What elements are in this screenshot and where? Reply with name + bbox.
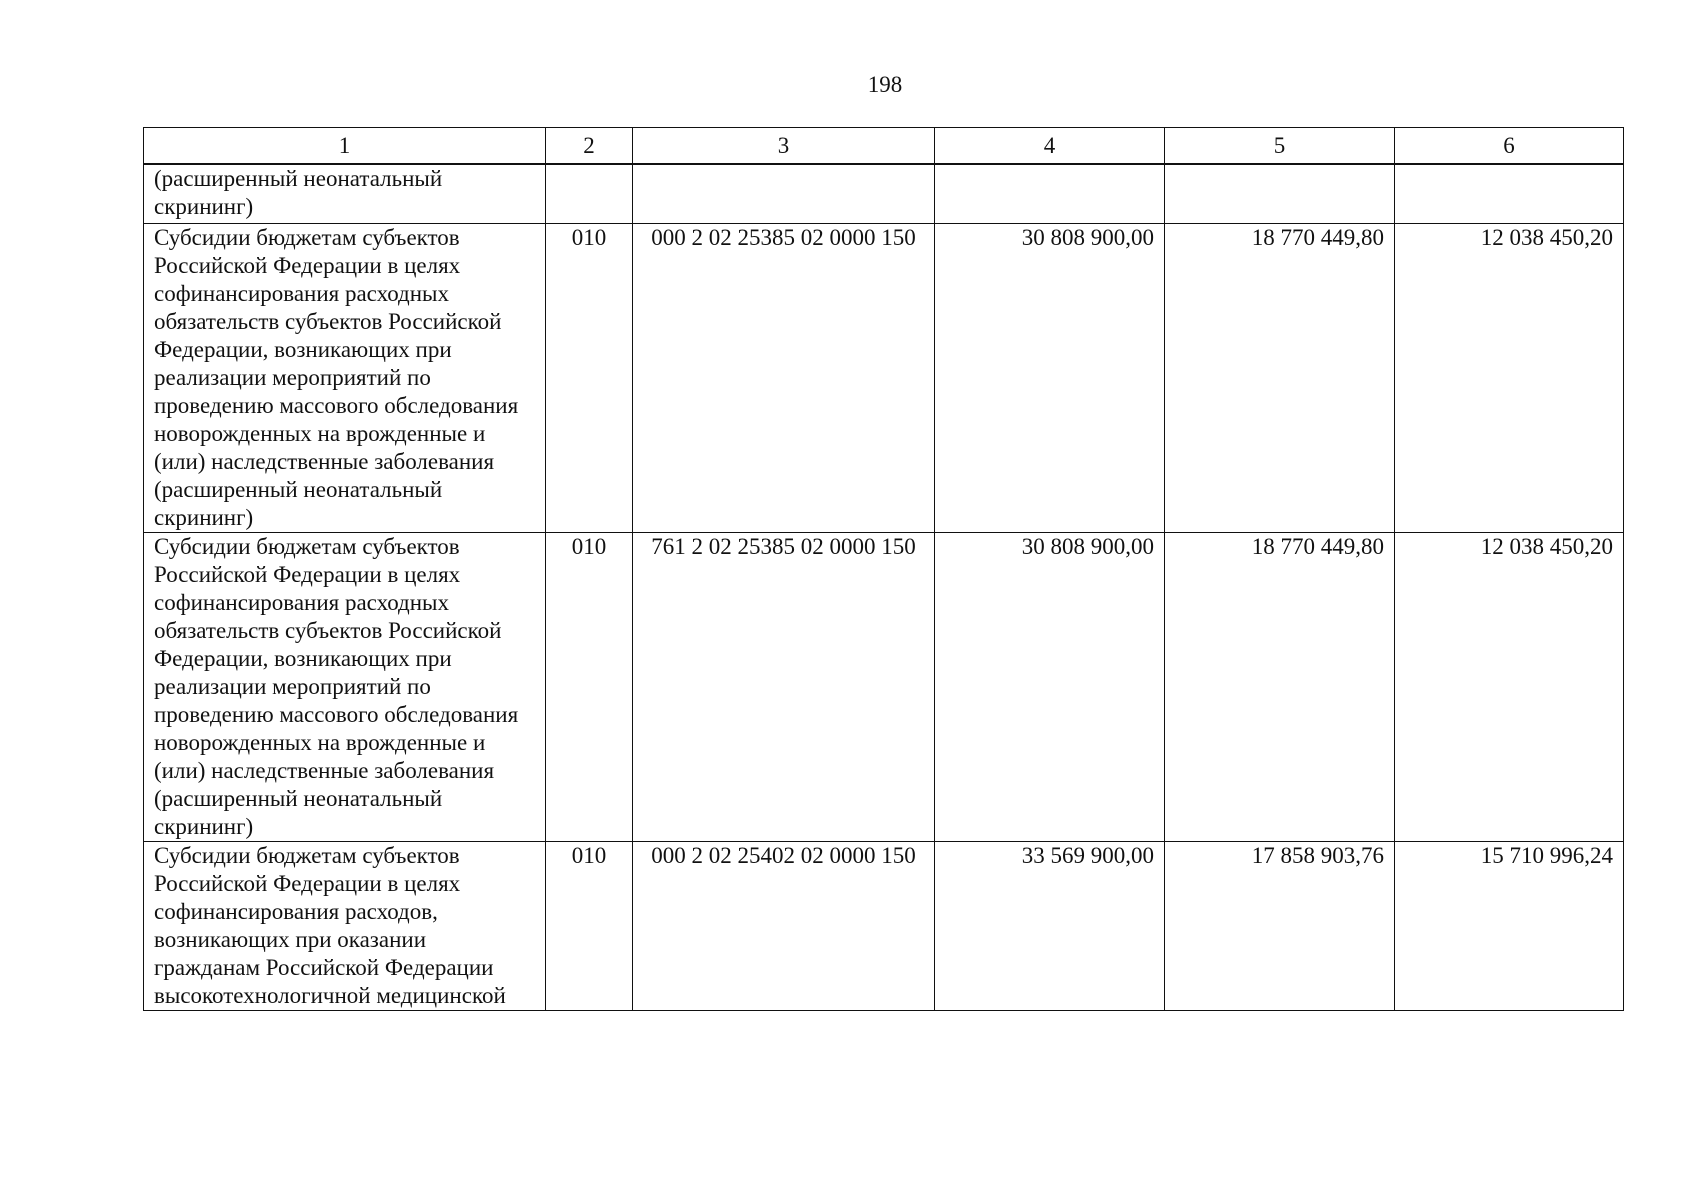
column-header: 1 <box>144 128 546 165</box>
row-kbk-cell: 000 2 02 25385 02 0000 150 <box>633 224 935 533</box>
row-name-cell: Субсидии бюджетам субъектов Российской Федерации в целях софинансирования расходных обязательств субъектов Российской Федерации, возникающих при реализации мероприятий по проведению массового обследования новорожденных на врожденные и (или) наследственные заболевания (расширенный неонатальный скрининг) <box>144 533 546 842</box>
table-row <box>144 842 1624 1011</box>
row-name-cell: Субсидии бюджетам субъектов Российской Федерации в целях софинансирования расходных обязательств субъектов Российской Федерации, возникающих при реализации мероприятий по проведению массового обследования новорожденных на врожденные и (или) наследственные заболевания (расширенный неонатальный скрининг) <box>144 224 546 533</box>
column-header: 6 <box>1395 128 1624 165</box>
row-code-cell: 010 <box>546 842 633 1011</box>
row-value4-cell: 30 808 900,00 <box>935 224 1165 533</box>
column-header: 2 <box>546 128 633 165</box>
row-name-cell: Субсидии бюджетам субъектов Российской Федерации в целях софинансирования расходов, возникающих при оказании гражданам Российской Федерации высокотехнологичной медицинской <box>144 842 546 1011</box>
row-code-cell <box>546 164 633 224</box>
row-value4-cell <box>935 164 1165 224</box>
row-value6-cell: 12 038 450,20 <box>1395 533 1624 842</box>
row-value6-cell <box>1395 164 1624 224</box>
row-kbk-cell: 000 2 02 25402 02 0000 150 <box>633 842 935 1011</box>
row-value5-cell: 17 858 903,76 <box>1165 842 1395 1011</box>
table-row <box>144 164 1624 224</box>
column-header: 3 <box>633 128 935 165</box>
row-value4-cell: 30 808 900,00 <box>935 533 1165 842</box>
table-row <box>144 224 1624 533</box>
row-value5-cell: 18 770 449,80 <box>1165 533 1395 842</box>
row-code-cell: 010 <box>546 533 633 842</box>
row-value5-cell: 18 770 449,80 <box>1165 224 1395 533</box>
budget-table <box>143 127 1624 1011</box>
row-value6-cell: 12 038 450,20 <box>1395 224 1624 533</box>
row-code-cell: 010 <box>546 224 633 533</box>
page-number: 198 <box>867 72 903 97</box>
row-kbk-cell <box>633 164 935 224</box>
table-header-row <box>144 128 1624 165</box>
row-value5-cell <box>1165 164 1395 224</box>
row-kbk-cell: 761 2 02 25385 02 0000 150 <box>633 533 935 842</box>
column-header: 4 <box>935 128 1165 165</box>
column-header: 5 <box>1165 128 1395 165</box>
table-row <box>144 533 1624 842</box>
row-name-cell: (расширенный неонатальный скрининг) <box>144 164 546 224</box>
row-value6-cell: 15 710 996,24 <box>1395 842 1624 1011</box>
row-value4-cell: 33 569 900,00 <box>935 842 1165 1011</box>
